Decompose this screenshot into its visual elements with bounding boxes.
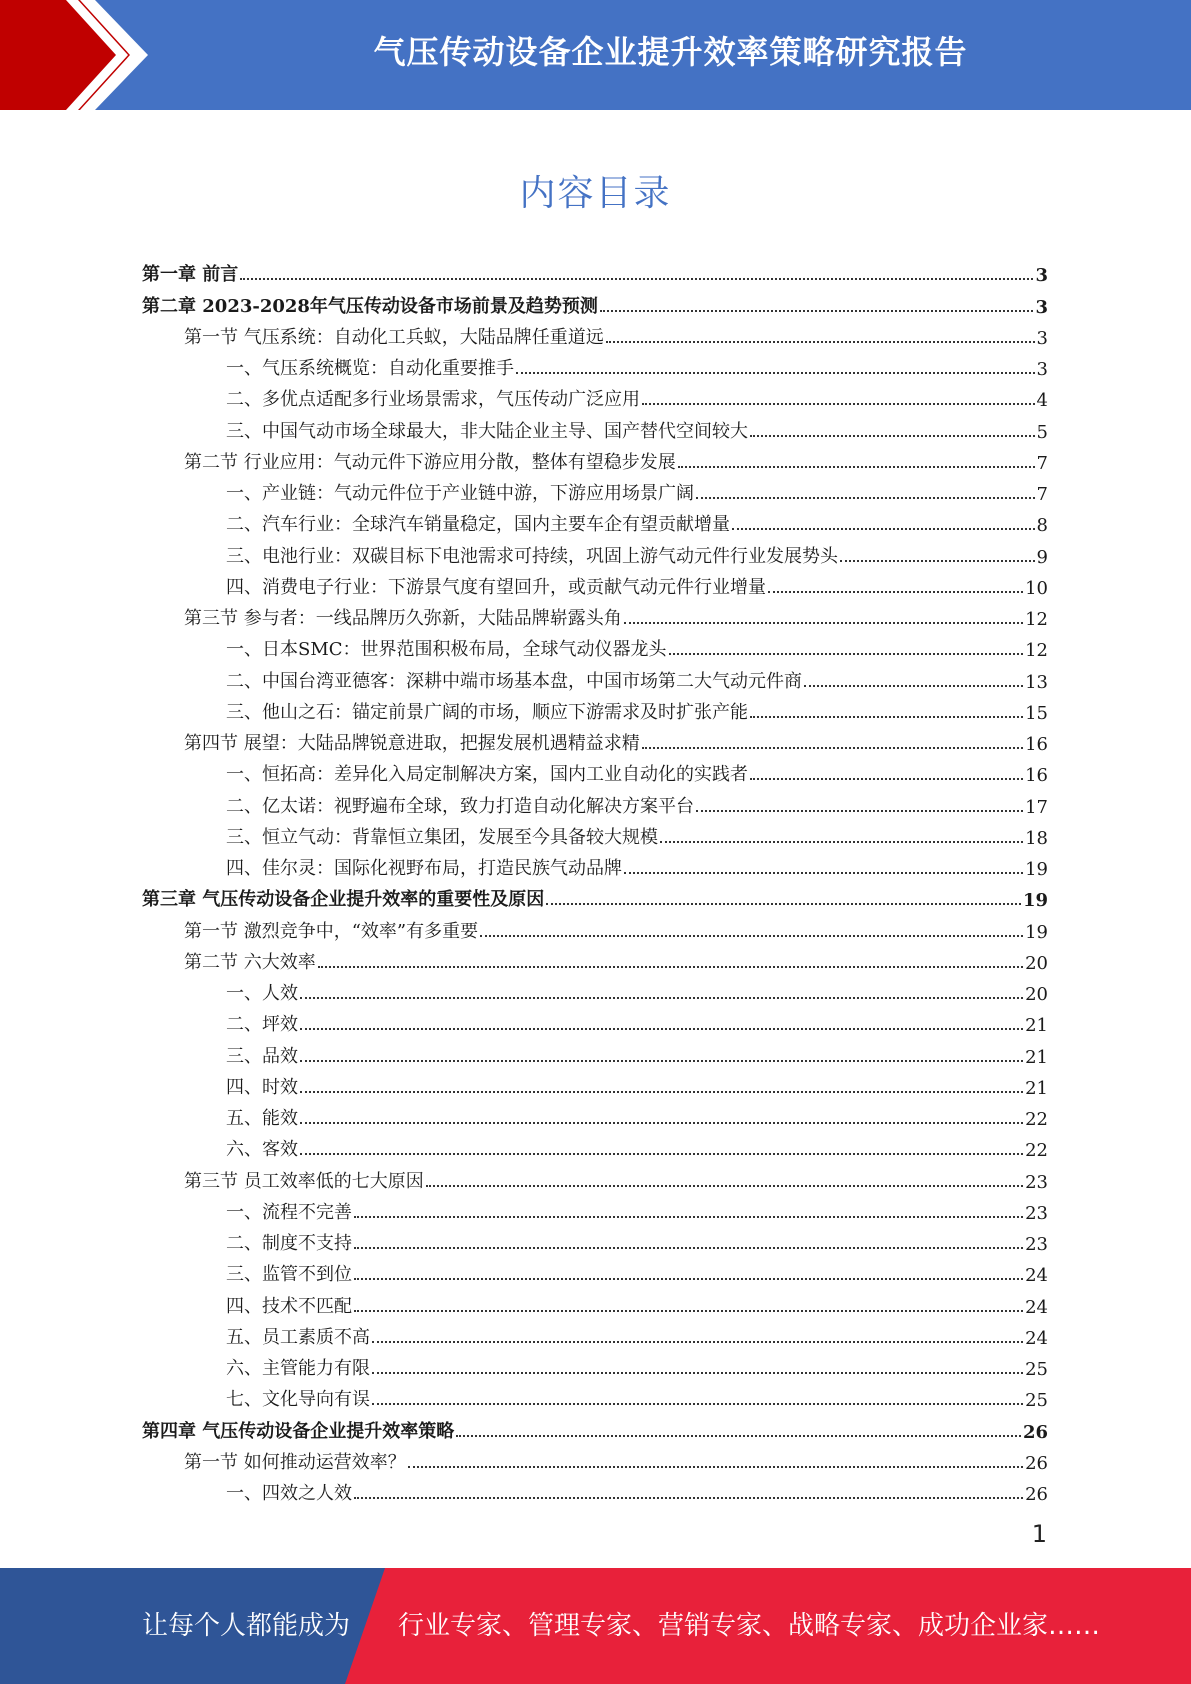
toc-entry-page: 19 (1025, 921, 1048, 943)
toc-entry-page: 16 (1025, 765, 1048, 787)
toc-entry-label: 第一节 激烈竞争中，“效率”有多重要 (184, 920, 479, 942)
toc-entry-page: 24 (1025, 1296, 1048, 1318)
toc-entry-label: 第二节 六大效率 (184, 951, 316, 973)
toc-leader-dots (546, 903, 1021, 905)
toc-leader-dots (300, 1060, 1023, 1062)
toc-entry-label: 五、能效 (226, 1108, 298, 1129)
toc-entry-label: 第二节 行业应用：气动元件下游应用分散，整体有望稳步发展 (184, 451, 676, 473)
toc-leader-dots (642, 747, 1023, 749)
toc-entry-label: 一、产业链：气动元件位于产业链中游，下游应用场景广阔 (226, 483, 694, 504)
toc-entry-page: 3 (1036, 327, 1048, 349)
toc-leader-dots (669, 653, 1024, 655)
toc-entry[interactable] (142, 1349, 1048, 1380)
toc-leader-dots (354, 1310, 1023, 1312)
toc-entry[interactable] (142, 474, 1048, 505)
toc-entry-page: 25 (1025, 1390, 1048, 1412)
toc-entry-page: 21 (1025, 1077, 1048, 1099)
report-title: 气压传动设备企业提升效率策略研究报告 (373, 33, 968, 71)
toc-entry[interactable] (142, 818, 1048, 849)
toc-entry[interactable] (142, 849, 1048, 880)
toc-entry-label: 四、消费电子行业：下游景气度有望回升，或贡献气动元件行业增量 (226, 576, 766, 598)
toc-entry[interactable] (142, 693, 1048, 724)
toc-entry-label: 二、制度不支持 (226, 1233, 352, 1254)
toc-entry-page: 12 (1025, 609, 1048, 630)
toc-entry[interactable] (142, 1443, 1048, 1474)
toc-entry[interactable] (142, 1130, 1048, 1161)
toc-leader-dots (606, 341, 1035, 343)
footer-slogan-right: 行业专家、管理专家、营销专家、战略专家、成功企业家…… (398, 1611, 1101, 1641)
toc-entry[interactable] (142, 786, 1048, 817)
toc-entry-page: 13 (1025, 671, 1048, 693)
toc-entry[interactable] (142, 880, 1048, 911)
toc-entry[interactable] (142, 1224, 1048, 1255)
toc-entry-label: 四、佳尔灵：国际化视野布局，打造民族气动品牌 (226, 858, 622, 879)
toc-entry-label: 六、客效 (226, 1139, 298, 1161)
toc-entry-page: 18 (1025, 827, 1048, 849)
toc-leader-dots (300, 997, 1023, 999)
table-of-contents (142, 255, 1048, 1505)
toc-entry-page: 3 (1035, 265, 1048, 287)
toc-leader-dots (624, 872, 1023, 874)
toc-entry[interactable] (142, 1318, 1048, 1349)
toc-entry-label: 二、亿太诺：视野遍布全球，致力打造自动化解决方案平台 (226, 795, 694, 817)
toc-entry[interactable] (142, 1286, 1048, 1317)
toc-leader-dots (678, 466, 1035, 468)
toc-entry[interactable] (142, 1193, 1048, 1224)
toc-entry-page: 26 (1022, 1421, 1048, 1443)
toc-entry-label: 三、品效 (226, 1045, 298, 1067)
toc-entry[interactable] (142, 380, 1048, 411)
toc-entry-page: 8 (1036, 515, 1048, 537)
toc-entry-page: 3 (1036, 359, 1048, 380)
toc-leader-dots (480, 935, 1023, 937)
toc-entry-label: 第一章 前言 (142, 264, 239, 286)
toc-entry-label: 三、他山之石：锚定前景广阔的市场，顺应下游需求及时扩张产能 (226, 701, 748, 723)
toc-entry-page: 16 (1025, 734, 1048, 755)
toc-leader-dots (240, 278, 1033, 280)
toc-entry-label: 四、技术不匹配 (226, 1295, 352, 1317)
toc-entry-label: 四、时效 (226, 1076, 298, 1098)
toc-entry[interactable] (142, 1068, 1048, 1099)
toc-leader-dots (426, 1185, 1023, 1187)
toc-entry[interactable] (142, 599, 1048, 630)
toc-entry-page: 26 (1025, 1484, 1048, 1505)
toc-entry-page: 3 (1035, 296, 1048, 318)
toc-leader-dots (750, 778, 1023, 780)
toc-entry-page: 20 (1025, 952, 1048, 974)
toc-entry-label: 一、恒拓高：差异化入局定制解决方案，国内工业自动化的实践者 (226, 764, 748, 786)
toc-leader-dots (696, 497, 1035, 499)
header-band (0, 0, 1191, 110)
toc-leader-dots (642, 403, 1035, 405)
toc-entry[interactable] (142, 1255, 1048, 1286)
toc-entry-page: 21 (1025, 1046, 1048, 1068)
toc-entry[interactable] (142, 443, 1048, 474)
toc-entry[interactable] (142, 349, 1048, 380)
toc-entry-label: 一、气压系统概览：自动化重要推手 (226, 358, 514, 379)
toc-entry[interactable] (142, 911, 1048, 942)
toc-entry[interactable] (142, 1036, 1048, 1067)
toc-entry[interactable] (142, 1380, 1048, 1411)
toc-entry-label: 二、汽车行业：全球汽车销量稳定，国内主要车企有望贡献增量 (226, 514, 730, 536)
toc-entry-label: 第三章 气压传动设备企业提升效率的重要性及原因 (142, 889, 545, 911)
toc-entry-label: 三、监管不到位 (226, 1264, 352, 1286)
toc-entry[interactable] (142, 974, 1048, 1005)
toc-entry-page: 17 (1025, 796, 1048, 818)
toc-entry-page: 15 (1025, 702, 1048, 724)
toc-entry-label: 第四节 展望：大陆品牌锐意进取，把握发展机遇精益求精 (184, 733, 640, 754)
toc-entry-label: 三、电池行业：双碳目标下电池需求可持续，巩固上游气动元件行业发展势头 (226, 545, 838, 567)
toc-entry-page: 22 (1025, 1109, 1048, 1130)
toc-entry[interactable] (142, 318, 1048, 349)
toc-leader-dots (840, 560, 1035, 562)
toc-leader-dots (750, 716, 1023, 718)
toc-entry-page: 24 (1025, 1265, 1048, 1287)
toc-entry[interactable] (142, 630, 1048, 661)
toc-leader-dots (456, 1435, 1021, 1437)
toc-entry-page: 20 (1025, 984, 1048, 1005)
toc-entry-label: 二、中国台湾亚德客：深耕中端市场基本盘，中国市场第二大气动元件商 (226, 670, 802, 692)
toc-entry-label: 一、四效之人效 (226, 1483, 352, 1504)
toc-entry[interactable] (142, 943, 1048, 974)
toc-entry-label: 六、主管能力有限 (226, 1358, 370, 1379)
toc-leader-dots (318, 966, 1023, 968)
toc-entry[interactable] (142, 1005, 1048, 1036)
toc-entry-page: 19 (1022, 890, 1048, 912)
toc-entry-page: 23 (1025, 1202, 1048, 1224)
toc-entry[interactable] (142, 755, 1048, 786)
toc-entry-page: 25 (1025, 1359, 1048, 1380)
toc-entry[interactable] (142, 1161, 1048, 1192)
toc-entry[interactable] (142, 1099, 1048, 1130)
toc-leader-dots (732, 528, 1035, 530)
header-arrow-icon (0, 0, 150, 110)
toc-entry-label: 第四章 气压传动设备企业提升效率策略 (142, 1420, 455, 1442)
toc-leader-dots (600, 310, 1034, 312)
toc-entry-label: 五、员工素质不高 (226, 1326, 370, 1348)
toc-leader-dots (372, 1341, 1023, 1343)
toc-entry[interactable] (142, 661, 1048, 692)
toc-entry-label: 七、文化导向有误 (226, 1389, 370, 1411)
toc-leader-dots (408, 1466, 1023, 1468)
toc-entry-page: 23 (1025, 1234, 1048, 1255)
toc-entry-page: 4 (1036, 390, 1048, 412)
toc-leader-dots (624, 622, 1023, 624)
toc-entry-label: 第一节 如何推动运营效率？ (184, 1451, 406, 1473)
toc-entry-page: 10 (1025, 577, 1048, 599)
toc-leader-dots (300, 1122, 1023, 1124)
toc-leader-dots (300, 1091, 1023, 1093)
toc-leader-dots (354, 1497, 1023, 1499)
toc-entry-page: 26 (1025, 1452, 1048, 1474)
toc-entry-page: 22 (1025, 1140, 1048, 1162)
toc-entry-page: 23 (1025, 1171, 1048, 1193)
toc-leader-dots (804, 685, 1023, 687)
page-number: 1 (1031, 1520, 1047, 1548)
toc-entry[interactable] (142, 568, 1048, 599)
footer-slogan-left: 让每个人都能成为 (142, 1611, 351, 1641)
toc-entry-page: 19 (1025, 859, 1048, 880)
toc-entry[interactable] (142, 1474, 1048, 1505)
toc-entry[interactable] (142, 536, 1048, 567)
toc-entry-label: 第一节 气压系统：自动化工兵蚁，大陆品牌任重道远 (184, 326, 604, 348)
toc-leader-dots (300, 1028, 1023, 1030)
toc-entry-page: 9 (1036, 546, 1048, 568)
toc-leader-dots (660, 841, 1023, 843)
toc-entry[interactable] (142, 505, 1048, 536)
toc-entry-page: 7 (1036, 484, 1048, 505)
footer-band (0, 1568, 1191, 1684)
toc-entry[interactable] (142, 411, 1048, 442)
toc-entry-label: 三、恒立气动：背靠恒立集团，发展至今具备较大规模 (226, 826, 658, 848)
toc-leader-dots (354, 1216, 1023, 1218)
toc-entry-label: 一、流程不完善 (226, 1201, 352, 1223)
toc-leader-dots (372, 1403, 1023, 1405)
toc-entry-page: 12 (1025, 640, 1048, 662)
toc-entry-page: 5 (1036, 421, 1048, 443)
toc-entry[interactable] (142, 1411, 1048, 1442)
toc-leader-dots (300, 1153, 1023, 1155)
toc-entry[interactable] (142, 255, 1048, 286)
toc-entry-label: 一、人效 (226, 983, 298, 1004)
toc-entry[interactable] (142, 724, 1048, 755)
toc-entry-label: 一、日本SMC：世界范围积极布局，全球气动仪器龙头 (226, 639, 667, 661)
toc-entry-label: 第三节 员工效率低的七大原因 (184, 1170, 424, 1192)
toc-leader-dots (768, 591, 1023, 593)
toc-entry-label: 二、坪效 (226, 1014, 298, 1036)
toc-leader-dots (354, 1247, 1023, 1249)
toc-entry-label: 第三节 参与者：一线品牌历久弥新，大陆品牌崭露头角 (184, 608, 622, 629)
toc-heading: 内容目录 (519, 173, 672, 214)
toc-leader-dots (354, 1278, 1023, 1280)
toc-entry[interactable] (142, 286, 1048, 317)
toc-leader-dots (372, 1372, 1023, 1374)
toc-entry-label: 三、中国气动市场全球最大，非大陆企业主导、国产替代空间较大 (226, 420, 748, 442)
toc-leader-dots (750, 435, 1035, 437)
toc-entry-page: 7 (1036, 452, 1048, 474)
toc-entry-label: 第二章 2023-2028年气压传动设备市场前景及趋势预测 (142, 295, 598, 317)
toc-leader-dots (696, 810, 1023, 812)
toc-entry-page: 24 (1025, 1327, 1048, 1349)
toc-entry-label: 二、多优点适配多行业场景需求，气压传动广泛应用 (226, 389, 640, 411)
toc-entry-page: 21 (1025, 1015, 1048, 1037)
toc-leader-dots (516, 372, 1035, 374)
